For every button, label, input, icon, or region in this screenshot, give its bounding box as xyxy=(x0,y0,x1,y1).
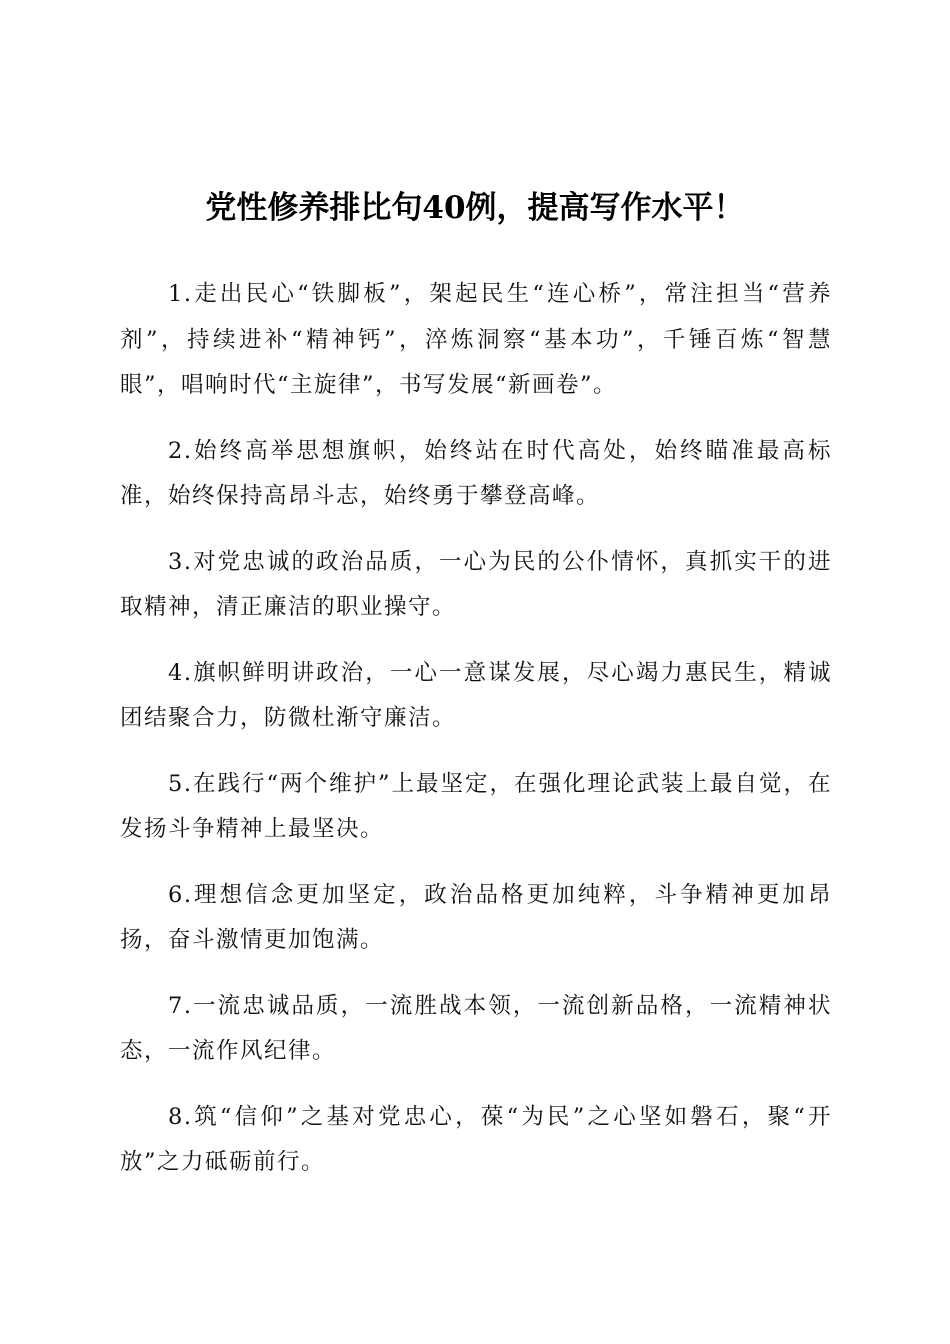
paragraph-3: 3.对党忠诚的政治品质，一心为民的公仆情怀，真抓实干的进取精神，清正廉洁的职业操守。 xyxy=(120,548,832,620)
paragraph-4: 4.旗帜鲜明讲政治，一心一意谋发展，尽心竭力惠民生，精诚团结聚合力，防微杜渐守廉洁。 xyxy=(120,659,832,731)
paragraph-7: 7.一流忠诚品质，一流胜战本领，一流创新品格，一流精神状态，一流作风纪律。 xyxy=(120,992,832,1064)
document-body xyxy=(120,272,832,1206)
paragraph-8: 8.筑“信仰”之基对党忠心，葆“为民”之心坚如磐石，聚“开放”之力砥砺前行。 xyxy=(120,1103,832,1175)
paragraph-1: 1.走出民心“铁脚板”，架起民生“连心桥”，常注担当“营养剂”，持续进补“精神钙”，淬炼洞察“基本功”，千锤百炼“智慧眼”，唱响时代“主旋律”，书写发展“新画卷”。 xyxy=(120,281,832,398)
paragraph-2: 2.始终高举思想旗帜，始终站在时代高处，始终瞄准最高标准，始终保持高昂斗志，始终勇于攀登高峰。 xyxy=(120,437,832,509)
document-title: 党性修养排比句40例，提高写作水平！ xyxy=(205,190,745,226)
paragraph-5: 5.在践行“两个维护”上最坚定，在强化理论武装上最自觉，在发扬斗争精神上最坚决。 xyxy=(120,770,832,842)
paragraph-6: 6.理想信念更加坚定，政治品格更加纯粹，斗争精神更加昂扬，奋斗激情更加饱满。 xyxy=(120,881,832,953)
